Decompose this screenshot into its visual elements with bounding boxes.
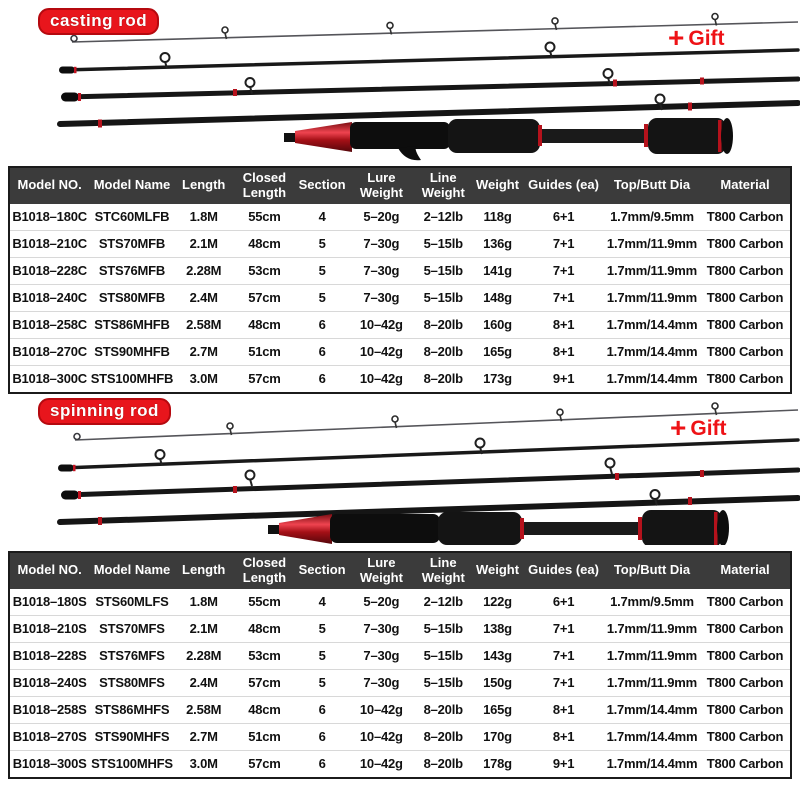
table-cell: T800 Carbon xyxy=(706,756,784,772)
front-eva-grip xyxy=(438,512,522,545)
table-cell: 10–42g xyxy=(348,723,414,750)
table-cell: 2.1M xyxy=(175,615,233,642)
table-cell: 2.28M xyxy=(175,642,233,669)
table-cell: T800 Carbon xyxy=(706,371,784,387)
table-cell: T800 Carbon xyxy=(700,723,791,750)
reel-seat-red-cone xyxy=(295,122,352,152)
table-cell: 165g xyxy=(472,338,523,365)
table-cell: 141g xyxy=(472,257,523,284)
table-cell: 118g xyxy=(472,204,523,231)
reel-seat-red-cone xyxy=(279,514,332,544)
table-cell: B1018–240S xyxy=(9,669,89,696)
column-header: Guides (ea) xyxy=(523,167,604,204)
table-cell: 170g xyxy=(472,723,523,750)
table-cell: T800 Carbon xyxy=(700,615,791,642)
table-cell: 1.7mm/11.9mm xyxy=(604,284,700,311)
table-cell: 55cm xyxy=(233,589,296,616)
table-cell: 2.7M xyxy=(175,723,233,750)
table-cell: 48cm xyxy=(233,230,296,257)
table-cell: T800 Carbon xyxy=(700,589,791,616)
column-header: Line Weight xyxy=(415,167,472,204)
table-cell: 178g xyxy=(483,756,512,772)
column-header: Material xyxy=(700,552,791,589)
table-cell: 1.7mm/11.9mm xyxy=(604,257,700,284)
table-cell: 7–30g xyxy=(348,642,414,669)
table-cell: 8+1 xyxy=(523,696,604,723)
table-cell: 10–42g xyxy=(348,338,414,365)
table-cell: 138g xyxy=(472,615,523,642)
table-cell: 150g xyxy=(472,669,523,696)
column-header: Closed Length xyxy=(233,552,296,589)
table-row xyxy=(9,338,791,365)
table-cell: STS76MFS xyxy=(89,642,174,669)
table-cell: 7–30g xyxy=(348,615,414,642)
table-cell: 1.7mm/11.9mm xyxy=(604,642,700,669)
table-cell: STS70MFB xyxy=(89,230,174,257)
table-cell: STS90MHFB xyxy=(89,338,174,365)
plus-icon: + xyxy=(668,22,685,53)
table-cell: 57cm xyxy=(248,756,281,772)
table-row xyxy=(9,615,791,642)
table-cell: 7–30g xyxy=(348,284,414,311)
tip-top-guide-icon xyxy=(74,434,80,440)
table-cell: 10–42g xyxy=(359,756,403,772)
reel-seat xyxy=(350,122,450,149)
column-header: Length xyxy=(175,167,233,204)
column-header: Top/Butt Dia xyxy=(604,552,700,589)
table-cell: 2–12lb xyxy=(415,204,472,231)
table-cell: T800 Carbon xyxy=(700,642,791,669)
table-cell: 5 xyxy=(296,257,348,284)
table-cell: 8+1 xyxy=(523,723,604,750)
table-cell: 8–20lb xyxy=(415,311,472,338)
table-cell: 8+1 xyxy=(523,338,604,365)
table-cell: 5–15lb xyxy=(415,257,472,284)
table-cell: 1.7mm/9.5mm xyxy=(604,204,700,231)
column-header: Lure Weight xyxy=(348,552,414,589)
table-cell: 1.7mm/11.9mm xyxy=(604,230,700,257)
table-row xyxy=(9,696,791,723)
table-cell: 3.0M xyxy=(189,371,218,387)
table-cell: 5–20g xyxy=(348,589,414,616)
table-cell: 1.7mm/14.4mm xyxy=(604,723,700,750)
table-cell: 136g xyxy=(472,230,523,257)
reel-seat xyxy=(330,514,440,543)
table-cell: B1018–210C xyxy=(9,230,89,257)
column-header: Model NO. xyxy=(9,167,89,204)
rear-eva-grip xyxy=(648,118,726,154)
table-cell: B1018–258S xyxy=(9,696,89,723)
table-cell: 1.7mm/14.4mm xyxy=(604,311,700,338)
column-header: Weight xyxy=(472,167,523,204)
table-cell: 148g xyxy=(472,284,523,311)
table-cell: 7+1 xyxy=(523,257,604,284)
column-header: Model NO. xyxy=(9,552,89,589)
table-cell: STC60MLFB xyxy=(89,204,174,231)
table-cell: STS80MFB xyxy=(89,284,174,311)
table-cell: 5–20g xyxy=(348,204,414,231)
table-cell: 7+1 xyxy=(523,284,604,311)
table-cell: 2.7M xyxy=(175,338,233,365)
column-header: Line Weight xyxy=(415,552,472,589)
table-cell: B1018–300S xyxy=(12,756,87,772)
butt-cap xyxy=(717,510,729,545)
table-cell: 2.28M xyxy=(175,257,233,284)
table-cell: 10–42g xyxy=(348,311,414,338)
gift-text: Gift xyxy=(690,416,727,440)
table-cell: B1018–300C xyxy=(12,371,87,387)
table-cell: STS76MFB xyxy=(89,257,174,284)
table-cell: 5–15lb xyxy=(415,669,472,696)
table-cell: 8–20lb xyxy=(423,756,463,772)
table-cell: 6 xyxy=(318,756,326,772)
rod-handle xyxy=(268,510,729,545)
table-cell: 6 xyxy=(296,723,348,750)
table-cell: 165g xyxy=(472,696,523,723)
table-cell: 7+1 xyxy=(523,669,604,696)
table-cell: 1.8M xyxy=(175,589,233,616)
table-cell: T800 Carbon xyxy=(700,257,791,284)
table-cell: 57cm xyxy=(248,371,281,387)
table-cell: 1.7mm/14.4mm xyxy=(606,756,698,772)
table-cell: 5–15lb xyxy=(415,642,472,669)
table-cell: STS60MLFS xyxy=(89,589,174,616)
table-cell: 2.1M xyxy=(175,230,233,257)
header-row xyxy=(9,552,791,589)
table-cell: 48cm xyxy=(233,311,296,338)
table-cell: 8–20lb xyxy=(423,371,463,387)
table-cell: 5–15lb xyxy=(415,230,472,257)
table-cell: T800 Carbon xyxy=(700,338,791,365)
table-row xyxy=(9,230,791,257)
table-cell: 5 xyxy=(296,230,348,257)
tip-top-guide-icon xyxy=(71,36,77,42)
casting-rod-badge: casting rod xyxy=(38,8,159,35)
table-row xyxy=(9,311,791,338)
table-cell: 8+1 xyxy=(523,311,604,338)
table-cell: STS86MHFS xyxy=(89,696,174,723)
table-row xyxy=(9,204,791,231)
table-cell: 10–42g xyxy=(359,371,403,387)
column-header: Weight xyxy=(472,552,523,589)
table-cell: 1.7mm/14.4mm xyxy=(604,696,700,723)
table-cell: B1018–180S xyxy=(9,589,89,616)
table-cell: B1018–228C xyxy=(9,257,89,284)
table-cell: 10–42g xyxy=(348,696,414,723)
table-cell: 4 xyxy=(296,589,348,616)
table-row xyxy=(9,750,791,778)
table-cell: STS100MHFB xyxy=(90,371,174,387)
table-cell: T800 Carbon xyxy=(700,669,791,696)
column-header: Length xyxy=(175,552,233,589)
table-cell: 5 xyxy=(296,284,348,311)
table-cell: 1.7mm/11.9mm xyxy=(604,669,700,696)
table-cell: 6 xyxy=(296,311,348,338)
casting-gift-label xyxy=(668,24,725,52)
table-cell: 7+1 xyxy=(523,615,604,642)
table-cell: 7–30g xyxy=(348,230,414,257)
table-row xyxy=(9,365,791,393)
rear-eva-grip xyxy=(642,510,722,545)
column-header: Guides (ea) xyxy=(523,552,604,589)
table-cell: T800 Carbon xyxy=(700,230,791,257)
table-cell: STS80MFS xyxy=(89,669,174,696)
column-header: Model Name xyxy=(89,552,174,589)
table-row xyxy=(9,669,791,696)
butt-cap xyxy=(721,118,733,154)
table-cell: 122g xyxy=(472,589,523,616)
table-cell: B1018–210S xyxy=(9,615,89,642)
rod-mid-section-2 xyxy=(61,69,798,102)
table-cell: 2.58M xyxy=(175,311,233,338)
table-cell: 5 xyxy=(296,615,348,642)
spinning-spec-table xyxy=(8,551,792,779)
table-cell: 3.0M xyxy=(189,756,218,772)
column-header: Closed Length xyxy=(233,167,296,204)
column-header: Material xyxy=(700,167,791,204)
table-row xyxy=(9,589,791,616)
table-cell: STS86MHFB xyxy=(89,311,174,338)
table-cell: 55cm xyxy=(233,204,296,231)
table-cell: 5–15lb xyxy=(415,284,472,311)
table-cell: 5 xyxy=(296,669,348,696)
table-cell: 2.4M xyxy=(175,669,233,696)
table-cell: 53cm xyxy=(233,642,296,669)
table-cell: 2.4M xyxy=(175,284,233,311)
column-header: Section xyxy=(296,552,348,589)
table-cell: 51cm xyxy=(233,723,296,750)
table-cell: 9+1 xyxy=(552,371,575,387)
table-cell: 1.7mm/14.4mm xyxy=(606,371,698,387)
table-cell: 1.8M xyxy=(175,204,233,231)
table-cell: 53cm xyxy=(233,257,296,284)
rod-mid-section-1 xyxy=(58,439,798,472)
table-cell: B1018–228S xyxy=(9,642,89,669)
table-cell: 8–20lb xyxy=(415,338,472,365)
column-header: Model Name xyxy=(89,167,174,204)
table-cell: 7–30g xyxy=(348,669,414,696)
table-cell: 7–30g xyxy=(348,257,414,284)
column-header: Lure Weight xyxy=(348,167,414,204)
table-cell: 160g xyxy=(472,311,523,338)
table-cell: 143g xyxy=(472,642,523,669)
table-cell: B1018–270C xyxy=(9,338,89,365)
table-cell: 6+1 xyxy=(523,204,604,231)
table-cell: STS90MHFS xyxy=(89,723,174,750)
table-row xyxy=(9,642,791,669)
table-cell: 1.7mm/9.5mm xyxy=(604,589,700,616)
table-cell: 7+1 xyxy=(523,642,604,669)
table-cell: T800 Carbon xyxy=(700,204,791,231)
table-cell: 1.7mm/14.4mm xyxy=(604,338,700,365)
front-eva-grip xyxy=(448,119,540,153)
table-cell: 8–20lb xyxy=(415,696,472,723)
table-cell: 2–12lb xyxy=(415,589,472,616)
table-cell: B1018–258C xyxy=(9,311,89,338)
table-cell: T800 Carbon xyxy=(700,311,791,338)
table-cell: 48cm xyxy=(233,615,296,642)
table-cell: 2.58M xyxy=(175,696,233,723)
casting-spec-table xyxy=(8,166,792,394)
table-cell: 7+1 xyxy=(523,230,604,257)
rod-handle xyxy=(284,118,733,160)
table-row xyxy=(9,257,791,284)
column-header: Top/Butt Dia xyxy=(604,167,700,204)
table-cell: 6 xyxy=(296,696,348,723)
table-cell: 57cm xyxy=(233,669,296,696)
table-cell: STS100MHFS xyxy=(91,756,173,772)
table-row xyxy=(9,723,791,750)
gift-text: Gift xyxy=(688,26,725,50)
header-row xyxy=(9,167,791,204)
table-cell: 8–20lb xyxy=(415,723,472,750)
table-cell: 51cm xyxy=(233,338,296,365)
column-header: Section xyxy=(296,167,348,204)
table-cell: B1018–240C xyxy=(9,284,89,311)
table-row xyxy=(9,284,791,311)
table-cell: 5–15lb xyxy=(415,615,472,642)
table-cell: 48cm xyxy=(233,696,296,723)
table-cell: 5 xyxy=(296,642,348,669)
table-cell: 6 xyxy=(318,371,326,387)
table-cell: 1.7mm/11.9mm xyxy=(604,615,700,642)
plus-icon: + xyxy=(670,412,687,443)
spinning-gift-label xyxy=(670,414,727,442)
table-cell: 6+1 xyxy=(523,589,604,616)
table-cell: B1018–180C xyxy=(9,204,89,231)
table-cell: 6 xyxy=(296,338,348,365)
table-cell: 57cm xyxy=(233,284,296,311)
table-cell: T800 Carbon xyxy=(700,284,791,311)
table-cell: 9+1 xyxy=(552,756,575,772)
table-cell: T800 Carbon xyxy=(700,696,791,723)
spinning-rod-badge: spinning rod xyxy=(38,398,171,425)
table-cell: 4 xyxy=(296,204,348,231)
table-cell: 173g xyxy=(483,371,512,387)
table-cell: B1018–270S xyxy=(9,723,89,750)
table-cell: STS70MFS xyxy=(89,615,174,642)
